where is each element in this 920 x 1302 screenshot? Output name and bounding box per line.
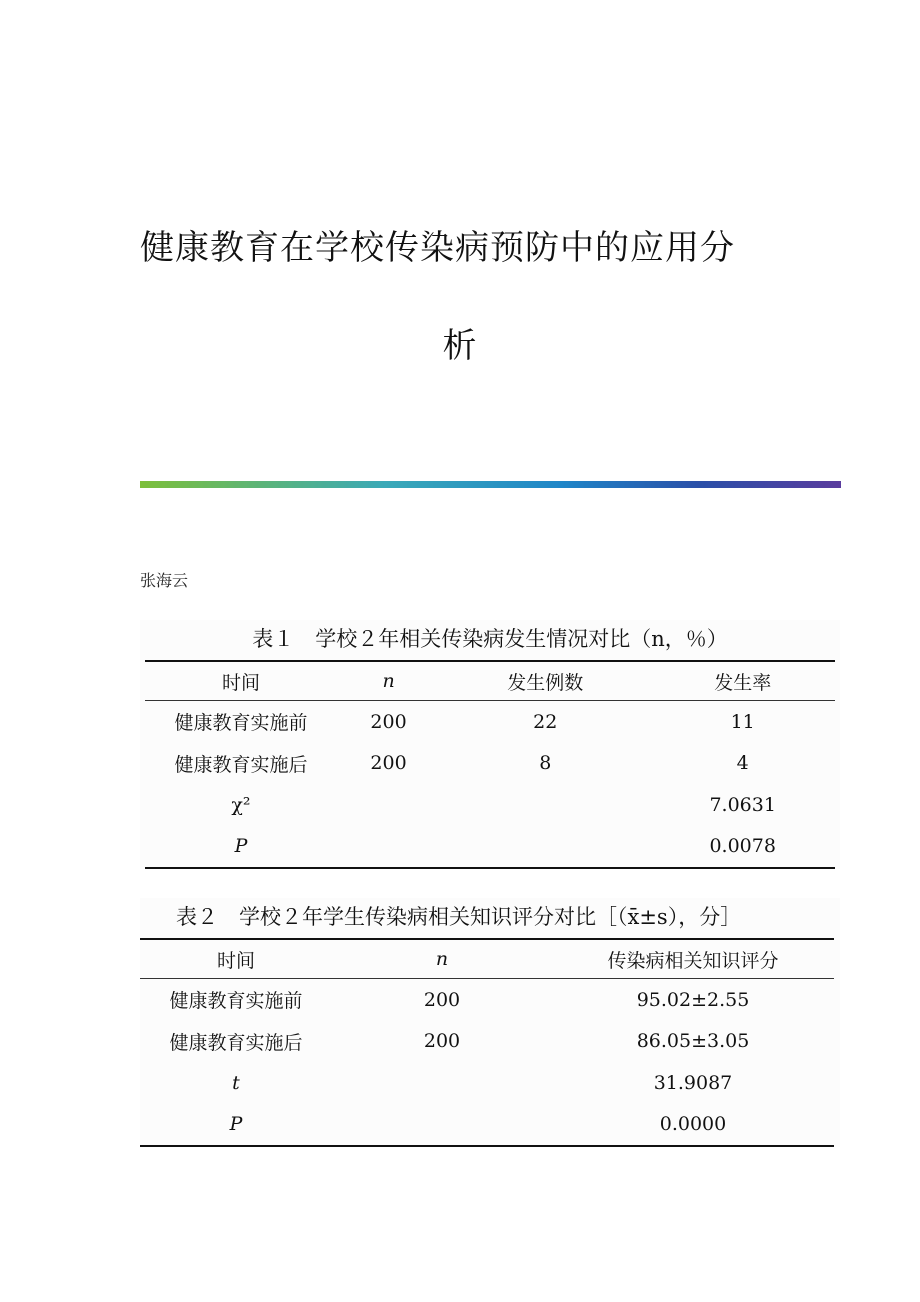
table-1-header-row (145, 661, 835, 701)
table-cell: 86.05±3.05 (636, 1030, 750, 1053)
table-cell: 健康教育实施后 (174, 753, 308, 776)
table-1-header-n: n (337, 661, 440, 701)
table-cell (332, 1062, 552, 1104)
table-row (145, 701, 835, 743)
table-row (145, 826, 835, 869)
table-cell: 7.0631 (709, 793, 776, 816)
table-2-caption: 表２ 学校２年学生传染病相关知识评分对比［（x̄±s），分］ (176, 905, 742, 929)
table-row (140, 1021, 834, 1063)
table-1-grid (145, 660, 835, 869)
table-2-header-row (140, 939, 834, 979)
table-cell: 健康教育实施前 (169, 990, 303, 1013)
table-2-header-n: n (332, 939, 552, 979)
table-cell: 健康教育实施后 (169, 1031, 303, 1054)
table-cell (337, 784, 440, 826)
document-title-line-2: 析 (442, 326, 478, 366)
table-cell: 8 (539, 752, 552, 775)
table-cell: P (145, 826, 337, 869)
table-1-caption: 表１ 学校２年相关传染病发生情况对比（n，％） (252, 627, 728, 651)
table-cell: χ² (231, 793, 251, 816)
table-2-grid (140, 938, 834, 1147)
table-row (140, 1104, 834, 1147)
table-cell: 200 (423, 988, 461, 1011)
table-1 (140, 620, 840, 869)
table-cell (440, 784, 650, 826)
table-cell: 31.9087 (653, 1071, 733, 1094)
gradient-divider (140, 481, 841, 488)
table-cell (440, 826, 650, 869)
table-cell: P (140, 1104, 332, 1147)
table-cell: 0.0078 (650, 826, 835, 869)
table-row (145, 784, 835, 826)
table-cell: 4 (736, 752, 749, 775)
table-2-header-score: 传染病相关知识评分 (552, 939, 834, 979)
table-row (140, 1062, 834, 1104)
document-title-line-1: 健康教育在学校传染病预防中的应用分 (140, 228, 735, 268)
table-1-header-time: 时间 (145, 661, 337, 701)
table-row (140, 979, 834, 1021)
author-name: 张海云 (140, 571, 189, 590)
table-cell: 95.02±2.55 (636, 988, 750, 1011)
table-2-header-time: 时间 (140, 939, 332, 979)
table-cell: 22 (533, 710, 558, 733)
table-cell (332, 1104, 552, 1147)
table-cell (337, 826, 440, 869)
table-cell: 健康教育实施前 (174, 712, 308, 735)
table-cell: 200 (370, 710, 407, 733)
table-cell: 200 (423, 1030, 461, 1053)
table-cell: 200 (370, 752, 407, 775)
table-cell: 11 (730, 710, 755, 733)
table-1-header-cases: 发生例数 (440, 661, 650, 701)
table-1-header-rate: 发生率 (650, 661, 835, 701)
table-cell: 0.0000 (552, 1104, 834, 1147)
table-cell: t (232, 1071, 240, 1094)
table-row (145, 743, 835, 785)
table-2 (140, 898, 840, 1147)
